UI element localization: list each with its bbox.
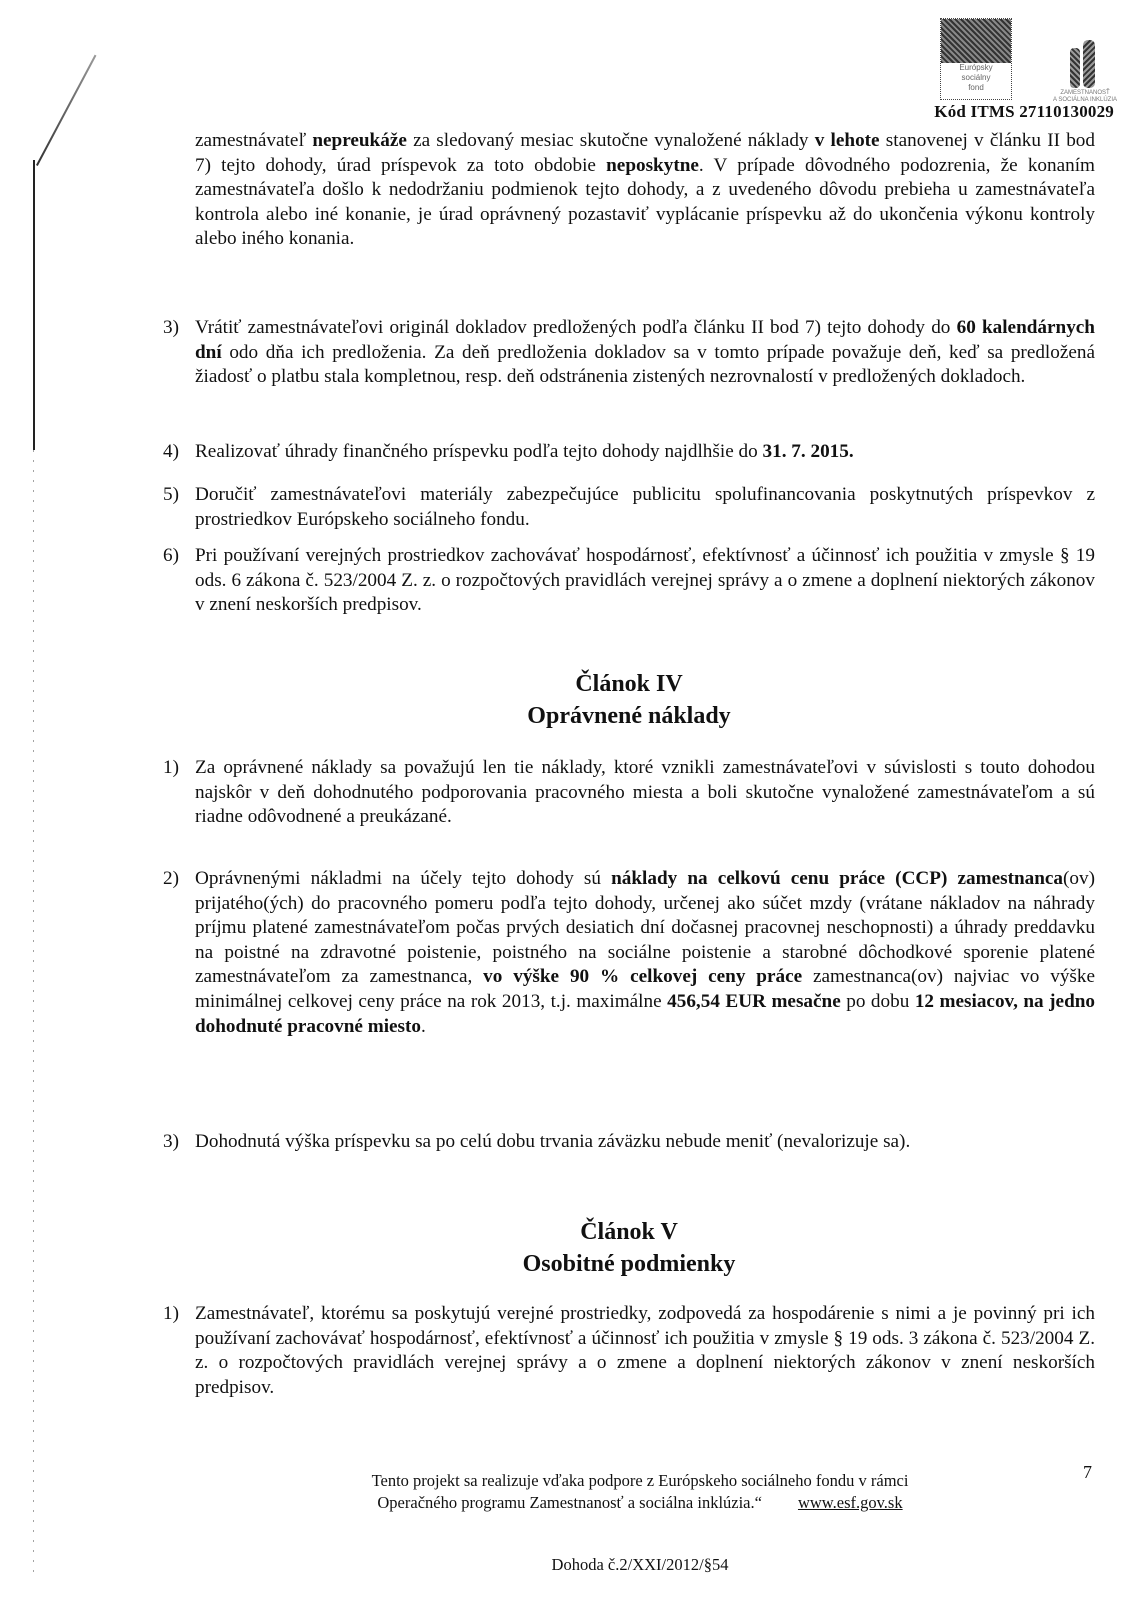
list-item [163,316,1095,390]
list-item [163,483,1095,532]
footer-program-text: Operačného programu Zamestnanosť a sociálna inklúzia.“ [377,1493,762,1512]
list-item-text [195,1302,1095,1400]
list-item [163,1130,1095,1155]
text-run: (ov) prijatého(ých) do pracovného pomeru podľa tejto dohody, určenej ako súčet mzdy (vrátane nákladov na náhrady príjmu platené zamestnávateľom počas prvých desiatich dní dočasnej pracovnej neschopnosti) a úhrady preddavku na poistné na zdravotné poistenie, poistného na sociálne poistenie a starobné dôchodkové sporenie platené zamestnávateľom za zamestnanca, [195,868,1095,988]
text-run: Realizovať úhrady finančného príspevku podľa tejto dohody najdlhšie do [195,441,763,462]
list-item-text [195,756,1095,830]
list-item-text [195,1130,1095,1155]
text-run: odo dňa ich predloženia. Za deň predloženia dokladov sa v tomto prípade považuje deň, keď sa predložená žiadosť o platbu stala kompletnou, resp. deň odstránenia zistených nezrovnalostí v predložených dokladoch. [195,341,1095,388]
text-run: Doručiť zamestnávateľovi materiály zabezpečujúce publicitu spolufinancovania poskytnutých príspevkov z prostriedkov Európskeho sociálneho fondu. [195,484,1095,530]
bold-text: vo výške 90 % celkovej ceny práce [483,966,803,988]
text-run: po dobu [840,990,915,1012]
bold-text: 60 kalendárnych dní [195,317,1095,363]
list-number: 3) [163,317,179,338]
bold-text: 31. 7. 2015. [762,441,854,462]
list-item-text [195,544,1095,618]
bold-text: nepreukáže [312,130,407,151]
footer-line-2 [270,1492,1010,1514]
list-item [163,756,1095,830]
text-run: Pri používaní verejných prostriedkov zachovávať hospodárnosť, efektívnosť a účinnosť ich použitia v zmysle § 19 ods. 6 zákona č. 523/2004 Z. z. o rozpočtových pravidlách verejnej správy a o zmene a doplnení niektorých zákonov v znení neskorších predpisov. [195,545,1095,616]
scan-artifact-line [36,55,96,166]
list-number: 4) [163,441,179,462]
list-item-text [195,867,1095,1039]
text-run: Dohodnutá výška príspevku sa po celú dobu trvania záväzku nebude meniť (nevalorizuje sa). [195,1131,911,1152]
list-number: 1) [163,1303,179,1324]
text-run: Zamestnávateľ, ktorému sa poskytujú verejné prostriedky, zodpovedá za hospodárenie s nimi a je povinný pri ich používaní zachovávať hospodárnosť, efektívnosť a účinnosť ich použitia v zmysle § 19 ods. 3 zákona č. 523/2004 Z. z. o rozpočtových pravidlách verejnej správy a o zmene a doplnení niektorých zákonov v znení neskorších predpisov. [195,1303,1095,1398]
text-run: zamestnávateľ [195,130,313,151]
article-4-title: Článok IV [575,671,683,697]
text-run: Vrátiť zamestnávateľovi originál dokladov predložených podľa článku II bod 7) tejto dohody do [195,317,957,338]
bold-text: náklady na celkovú cenu práce (CCP) zamestnanca [611,868,1064,889]
bold-text: neposkytne [606,154,699,176]
esf-logo-line: sociálny [961,73,991,82]
employment-program-logo [1045,28,1125,103]
esf-logo-line: Európsky [959,63,993,72]
page-number: 7 [1083,1462,1092,1482]
esf-logo [940,18,1012,100]
esf-website-link[interactable]: www.esf.gov.sk [797,1493,903,1512]
document-id: Dohoda č.2/XXI/2012/§54 [551,1555,729,1574]
article-5-title: Článok V [580,1219,678,1245]
text-run: . [421,1015,426,1037]
text-run: za sledovaný mesiac skutočne vynaložené náklady [406,130,815,151]
footer-line-1: Tento projekt sa realizuje vďaka podpore z Európskeho sociálneho fondu v rámci [371,1471,909,1490]
person-figure-icon [1070,48,1080,88]
list-item-text [195,440,1095,465]
text-run: zamestnanca(ov) najviac vo výške minimálnej celkovej ceny práce na rok 2013, t.j. maximálne [195,966,1095,1012]
text-run: . V prípade dôvodného podozrenia, že konaním zamestnávateľa došlo k nedodržaniu podmienok tejto dohody, a z uvedeného dôvodu prebieha u zamestnávateľa kontrola alebo iné konanie, je úrad oprávnený pozastaviť vyplácanie príspevku až do ukončenia výkonu kontroly alebo iného konania. [195,154,1095,250]
scan-artifact-line [33,450,34,1580]
text-run: Oprávnenými nákladmi na účely tejto dohody sú [195,868,612,889]
bold-text: 12 mesiacov, na jedno dohodnuté pracovné miesto [195,990,1095,1037]
itms-code: Kód ITMS 27110130029 [934,102,1114,121]
esf-logo-text [941,63,1011,93]
list-number: 2) [163,868,179,889]
list-item [163,867,1095,1039]
article-5-subtitle: Osobitné podmienky [522,1251,736,1277]
list-item [163,1302,1095,1400]
list-number: 6) [163,545,179,566]
article-4-subtitle: Oprávnené náklady [527,703,731,729]
esf-logo-line: fond [968,83,984,92]
list-item [163,440,1095,465]
list-number: 1) [163,757,179,778]
scan-artifact-line [33,160,35,450]
list-item [163,544,1095,618]
continuation-paragraph [195,129,1095,252]
eu-flag-icon [941,19,1011,63]
list-number: 5) [163,484,179,505]
list-item-text [195,316,1095,390]
bold-text: v lehote [814,130,880,151]
list-item-text [195,483,1095,532]
list-number: 3) [163,1131,179,1152]
text-run: Za oprávnené náklady sa považujú len tie náklady, ktoré vznikli zamestnávateľovi v súvislosti s touto dohodou najskôr v deň dohodnutého podporovania pracovného miesta a boli skutočne vynaložené zamestnávateľom a sú riadne odôvodnené a preukázané. [195,757,1095,828]
caption-line: ZAMESTNANOSŤ [1060,90,1110,96]
text-run: stanovenej v článku II bod 7) tejto dohody, úrad príspevok za toto obdobie [195,130,1095,176]
person-figure-icon [1083,40,1095,88]
caption-line: A SOCIÁLNA INKLÚZIA [1052,97,1118,103]
bold-text: 456,54 EUR mesačne [667,990,841,1012]
